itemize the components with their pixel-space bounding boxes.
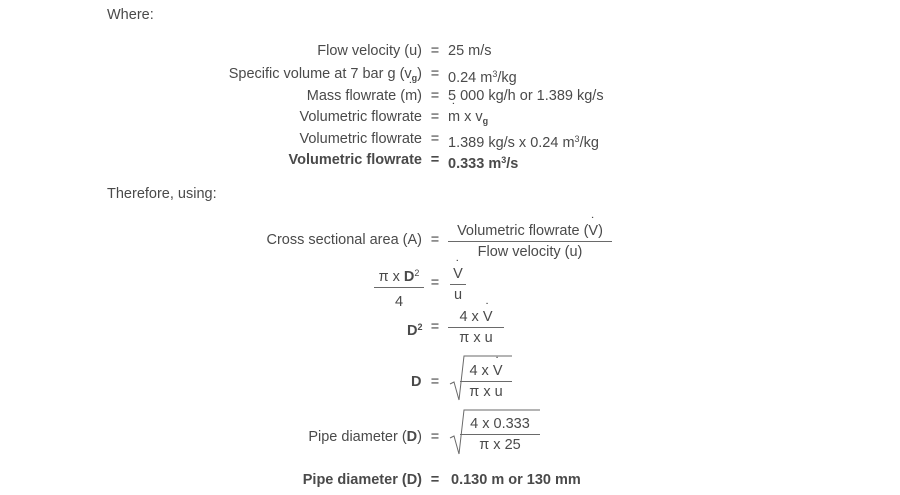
- equals-sign: =: [430, 109, 440, 125]
- row-label-volumetric-flowrate-result: Volumetric flowrate: [288, 152, 422, 168]
- fraction-bar: [460, 381, 512, 382]
- row-label-flow-velocity: Flow velocity (u): [317, 43, 422, 59]
- row-label-mass-flowrate: Mass flowrate (m ˙): [92, 87, 422, 105]
- step4-fraction: 4 x V ˙ π x u: [460, 362, 512, 401]
- step2-lhs-fraction: π x $D^2$ 4: [374, 264, 424, 311]
- result-value: 0.130 m or 130 mm: [451, 472, 581, 488]
- row-value-flow-velocity: 25 m/s: [448, 43, 492, 59]
- equals-sign: =: [430, 88, 440, 104]
- area-label: Cross sectional area (A): [266, 232, 422, 248]
- row-label-specific-volume: Specific volume at 7 bar g $(v_g)$: [228, 66, 422, 83]
- equals-sign: =: [430, 43, 440, 59]
- equals-sign: =: [430, 66, 440, 82]
- fraction-bar: [374, 287, 424, 288]
- step2-rhs-fraction: V ˙ u: [450, 265, 466, 304]
- step3-fraction: 4 x V ˙ π x u: [448, 308, 504, 347]
- area-denominator: Flow velocity (u): [477, 244, 583, 260]
- equals-sign: =: [430, 374, 440, 390]
- equals-sign: =: [430, 152, 440, 168]
- row-label-volumetric-flowrate: Volumetric flowrate: [299, 109, 422, 125]
- step5-label: Pipe diameter (D): [308, 429, 422, 445]
- area-fraction: [448, 222, 612, 261]
- result-label: Pipe diameter (D): [302, 472, 422, 488]
- step3-lhs: $D^2$: [407, 322, 423, 339]
- equals-sign: =: [430, 232, 440, 248]
- row-value-specific-volume: 0.24 $m^3/kg$: [448, 69, 517, 86]
- row-label-volumetric-flowrate: Volumetric flowrate: [299, 131, 422, 147]
- row-value-mass-flowrate: 5 000 kg/h or 1.389 kg/s: [448, 88, 604, 104]
- row-value-volumetric-formula: m ˙ x $v_g$: [448, 108, 488, 130]
- fraction-bar: [448, 327, 504, 328]
- step5-fraction: 4 x 0.333 π x 25: [460, 415, 540, 454]
- step4-lhs: D: [411, 374, 422, 390]
- equals-sign: =: [430, 275, 440, 291]
- where-heading: Where:: [107, 7, 154, 23]
- equals-sign: =: [430, 319, 440, 335]
- row-value-volumetric-substituted: 1.389 kg/s x 0.24 $m^3/kg$: [448, 134, 599, 151]
- row-value-volumetric-result: 0.333 $m^3/s$: [448, 155, 519, 172]
- fraction-bar: [448, 241, 612, 242]
- equals-sign: =: [430, 429, 440, 445]
- area-numerator: Volumetric flowrate (V ˙): [448, 222, 612, 240]
- fraction-bar: [450, 284, 466, 285]
- equals-sign: =: [430, 131, 440, 147]
- fraction-bar: [460, 434, 540, 435]
- equals-sign: =: [430, 472, 440, 488]
- therefore-heading: Therefore, using:: [107, 186, 217, 202]
